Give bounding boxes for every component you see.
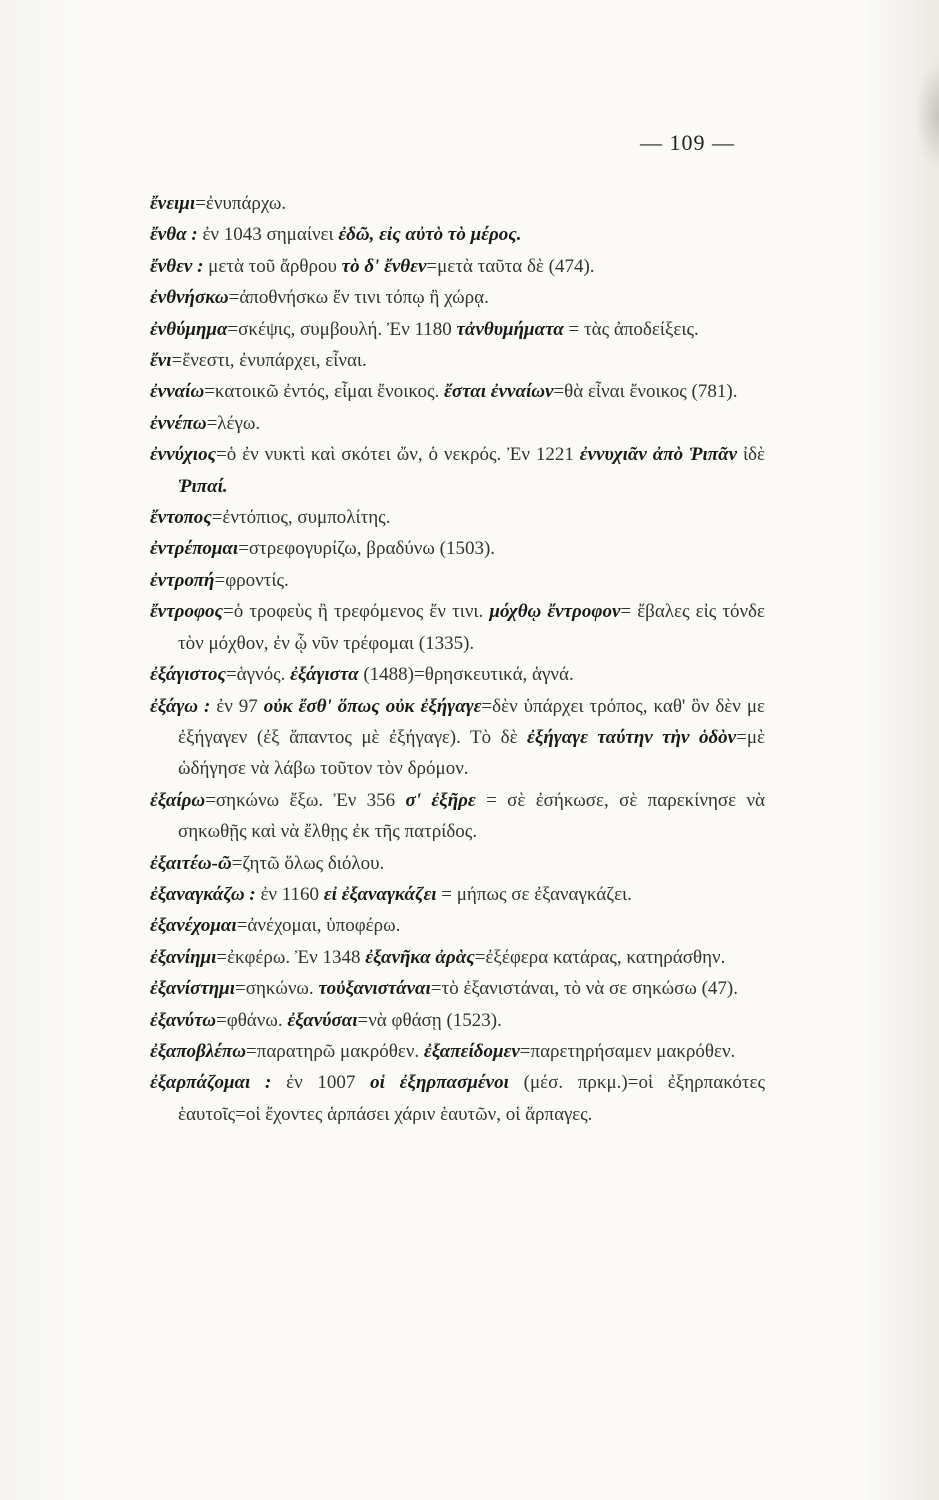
dictionary-entry [150, 502, 765, 533]
entry-headword: ἐξανέχομαι [150, 915, 237, 937]
dictionary-entry [150, 251, 765, 282]
dictionary-entry [150, 910, 765, 941]
entry-headword: ἐξανύτω [150, 1009, 217, 1031]
dictionary-entry [150, 533, 765, 564]
dictionary-entry [150, 219, 765, 250]
dictionary-entry [150, 848, 765, 879]
dictionary-entry [150, 345, 765, 376]
entry-headword: ἐξάγιστος [150, 664, 226, 686]
page-number: — 109 — [640, 130, 735, 155]
entry-headword: ἐξανίημι [150, 946, 217, 968]
dictionary-entry [150, 408, 765, 439]
entry-definition: =ἐξέφερα κατάρας, κατηράσθην. [474, 946, 726, 968]
entry-headword: τοὐξανιστάναι [318, 978, 431, 1000]
entry-headword: οἱ ἐξηρπασμένοι [370, 1072, 509, 1094]
entry-definition: =σηκώνω ἔξω. Ἐν 356 [205, 789, 406, 811]
entry-headword: ἐνθύμημα [150, 318, 228, 340]
dictionary-entry [150, 879, 765, 910]
entry-headword: ἐξαποβλέπω [150, 1040, 247, 1062]
entry-definition: =νὰ φθάσῃ (1523). [357, 1009, 502, 1031]
entry-definition: ἐν 1007 [271, 1072, 371, 1094]
dictionary-entry [150, 659, 765, 690]
entry-definition: =ἐνυπάρχω. [195, 193, 287, 214]
entry-headword: ἐξαπείδομεν [423, 1040, 520, 1062]
entry-headword: ἔνθεν : [150, 255, 204, 277]
dictionary-entry [150, 596, 765, 659]
dictionary-entry [150, 1036, 765, 1067]
dictionary-entry [150, 1067, 765, 1130]
dictionary-entry [150, 314, 765, 345]
dictionary-entry [150, 439, 765, 502]
entry-definition: =ζητῶ ὅλως διόλου. [231, 852, 385, 874]
entry-definition: =ὁ ἐν νυκτὶ καὶ σκότει ὤν, ὁ νεκρός. Ἐν 1221 [216, 444, 580, 466]
entry-definition: =τὸ ἐξανιστάναι, τὸ νὰ σε σηκώσω (47). [430, 978, 738, 1000]
entry-headword: Ῥιπαί. [178, 475, 228, 497]
dictionary-entry [150, 188, 765, 219]
entry-headword: ἐξαίρω [150, 789, 206, 811]
entry-definition: =ἔνεστι, ἐνυπάρχει, εἶναι. [171, 350, 367, 372]
entry-definition: = ἔβαλες εἰς τόνδε τὸν μόχθον, ἐν ᾧ νῦν τρέφομαι (1335). [178, 601, 765, 654]
entry-headword: ἐννύχιος [150, 444, 217, 466]
entry-definition: =παρετηρήσαμεν μακρόθεν. [519, 1040, 736, 1062]
entry-definition: ἐν 1160 [255, 883, 324, 905]
entry-definition: ἰδὲ [737, 444, 765, 466]
entry-headword: ἔντοπος [150, 507, 212, 529]
entry-definition: = μήπως σε ἐξαναγκάζει. [436, 883, 632, 905]
dictionary-entry [150, 1005, 765, 1036]
page-corner-stain [915, 60, 939, 170]
dictionary-entries [150, 188, 765, 1130]
entry-headword: ἐξαιτέω-ῶ [150, 852, 232, 874]
entry-headword: ἐξαρπάζομαι : [150, 1072, 272, 1094]
entry-definition: (μέσ. πρκμ.)=οἱ ἐξηρπακότες ἑαυτοῖς=οἱ ἔχοντες ἁρπάσει χάριν ἑαυτῶν, οἱ ἅρπαγες. [178, 1072, 765, 1125]
entry-headword: ἐξήγαγε ταύτην τὴν ὁδὸν [527, 726, 737, 748]
entry-headword: ἔνθα : [150, 224, 198, 246]
entry-definition: =σκέψις, συμβουλή. Ἐν 1180 [227, 318, 457, 340]
entry-headword: ἔνι [150, 350, 172, 372]
entry-definition: =μετὰ ταῦτα δὲ (474). [426, 255, 595, 277]
entry-headword: ἐνθνήσκω [150, 287, 229, 309]
dictionary-entry [150, 282, 765, 313]
entry-headword: ἐννυχιᾶν ἀπὸ Ῥιπᾶν [579, 444, 738, 466]
dictionary-entry [150, 565, 765, 596]
entry-definition: = σὲ ἐσήκωσε, σὲ παρεκίνησε νὰ σηκωθῇς καὶ νὰ ἔλθῃς ἐκ τῆς πατρίδος. [178, 789, 765, 843]
entry-headword: τἀνθυμήματα [456, 318, 564, 340]
entry-definition: =φροντίς. [214, 569, 289, 591]
entry-definition: =ἀνέχομαι, ὑποφέρω. [236, 915, 401, 937]
entry-headword: σ' ἐξῆρε [405, 789, 476, 811]
entry-definition: =ἀποθνήσκω ἔν τινι τόπῳ ἢ χώρᾳ. [228, 287, 489, 309]
dictionary-entry [150, 785, 765, 848]
entry-definition: =μὲ ὡδήγησε νὰ λάβω τοῦτον τὸν δρόμον. [178, 726, 766, 780]
entry-headword: ἐξάγιστα [290, 664, 359, 686]
entry-headword: μόχθῳ ἔντροφον [489, 601, 621, 623]
entry-definition: =θὰ εἶναι ἔνοικος (781). [553, 381, 738, 403]
entry-definition: =φθάνω. [216, 1009, 288, 1031]
dictionary-entry [150, 942, 765, 973]
entry-definition: =ἐκφέρω. Ἐν 1348 [216, 946, 366, 968]
entry-definition: ἐν 97 [210, 695, 264, 717]
entry-headword: ἐδῶ, εἰς αὐτὸ τὸ μέρος. [338, 224, 522, 246]
entry-headword: ἔντροφος [150, 601, 224, 623]
entry-definition: =ἁγνός. [225, 664, 291, 686]
entry-headword: εἰ ἐξαναγκάζει [323, 883, 437, 905]
dictionary-entry [150, 973, 765, 1004]
entry-definition: =σηκώνω. [235, 978, 319, 1000]
entry-definition: =λέγω. [206, 412, 261, 434]
entry-headword: ἐντροπή [150, 569, 215, 591]
entry-headword: ἐξανίστημι [150, 978, 236, 1000]
entry-definition: =ὁ τροφεὺς ἢ τρεφόμενος ἔν τινι. [223, 601, 490, 623]
entry-headword: ἐξαναγκάζω : [150, 883, 256, 905]
entry-headword: οὐκ ἔσθ' ὅπως οὐκ ἐξήγαγε [263, 695, 482, 717]
entry-headword: ἐξάγω : [150, 695, 211, 717]
entry-definition: μετὰ τοῦ ἄρθρου [203, 255, 342, 277]
entry-definition: =παρατηρῶ μακρόθεν. [246, 1040, 424, 1062]
entry-definition: = τὰς ἀποδείξεις. [563, 318, 699, 340]
entry-headword: ἔσται ἐνναίων [444, 381, 554, 403]
entry-headword: ἐξανῆκα ἀρὰς [365, 946, 475, 968]
entry-headword: ἐξανύσαι [287, 1009, 358, 1031]
entry-definition: =δὲν ὑπάρχει τρόπος, καθ' ὃν δὲν με ἐξήγαγεν (ἐξ ἅπαντος μὲ ἐξήγαγε). Τὸ δὲ [178, 695, 765, 748]
entry-definition: =ἐντόπιος, συμπολίτης. [211, 507, 391, 529]
entry-definition: ἐν 1043 σημαίνει [197, 224, 339, 246]
entry-definition: (1488)=θρησκευτικά, ἁγνά. [358, 664, 574, 686]
dictionary-entry [150, 376, 765, 407]
entry-headword: ἔνειμι [150, 193, 196, 214]
entry-headword: ἐννέπω [150, 412, 207, 434]
entry-definition: =στρεφογυρίζω, βραδύνω (1503). [238, 538, 496, 560]
entry-definition: =κατοικῶ ἐντός, εἶμαι ἔνοικος. [204, 381, 445, 403]
entry-headword: τὸ δ' ἔνθεν [341, 255, 427, 277]
entry-headword: ἐντρέπομαι [150, 538, 239, 560]
entry-headword: ἐνναίω [150, 381, 205, 403]
dictionary-entry [150, 691, 765, 785]
